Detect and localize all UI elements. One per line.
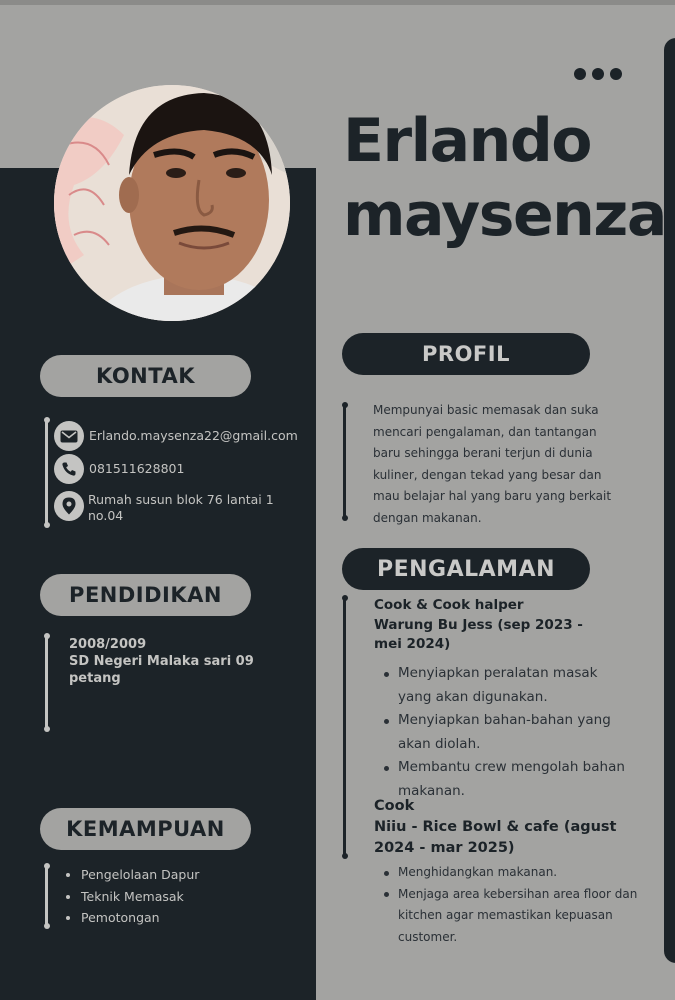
duty-line: Membantu crew mengolah bahan — [398, 759, 625, 775]
location-icon — [54, 491, 84, 521]
duty-line: makanan. — [398, 782, 465, 799]
job-title-line: Warung Bu Jess (sep 2023 - — [374, 616, 583, 633]
duty-line: yang akan digunakan. — [398, 688, 548, 705]
profile-line: kuliner, dengan tekad yang besar dan — [373, 467, 602, 482]
profile-line: mencari pengalaman, dan tantangan — [373, 424, 597, 439]
job-title-line: Niiu - Rice Bowl & cafe (agust — [374, 819, 617, 835]
profile-text — [373, 400, 633, 529]
pendidikan-heading: PENDIDIKAN — [40, 574, 251, 616]
skill-item: Pengelolaan Dapur — [66, 864, 199, 886]
address-line-1: Rumah susun blok 76 lantai 1 — [88, 492, 274, 507]
duty-line: Menyiapkan bahan-bahan yang — [398, 712, 611, 728]
address-line-2: no.04 — [88, 508, 124, 523]
profile-line: dengan makanan. — [373, 510, 482, 525]
education-school: SD Negeri Malaka sari 09 — [69, 654, 254, 669]
duty-line: Menjaga area kebersihan area floor dan — [398, 886, 638, 901]
kontak-heading: KONTAK — [40, 355, 251, 397]
pengalaman-heading: PENGALAMAN — [342, 548, 590, 590]
duty-line: kitchen agar memastikan kepuasan — [398, 908, 613, 922]
kemampuan-heading: KEMAMPUAN — [40, 808, 251, 850]
profile-line: Mempunyai basic memasak dan suka — [373, 403, 599, 417]
pengalaman-divider — [343, 598, 346, 856]
contact-address-row — [54, 491, 274, 524]
education-year: 2008/2009 — [69, 637, 147, 652]
last-name: maysenza — [343, 180, 666, 250]
duty-line: akan diolah. — [398, 735, 481, 752]
phone-icon — [54, 454, 84, 484]
skills-list — [66, 864, 199, 929]
job-duty — [384, 662, 625, 709]
duty-line: customer. — [398, 929, 458, 944]
pendidikan-divider — [45, 636, 48, 729]
first-name: Erlando — [343, 106, 592, 176]
kontak-divider — [45, 420, 48, 525]
top-strip — [0, 0, 675, 5]
skill-item: Teknik Memasak — [66, 886, 199, 908]
job-title-1 — [374, 596, 583, 655]
job-title-2 — [374, 796, 617, 859]
job-duty — [384, 884, 637, 949]
education-entry — [69, 636, 289, 687]
contact-email: Erlando.maysenza22@gmail.com — [89, 428, 298, 443]
job-duties-2 — [384, 862, 637, 948]
skill-item: Pemotongan — [66, 907, 199, 929]
duty-line: Menyiapkan peralatan masak — [398, 665, 598, 681]
contact-email-row — [54, 421, 298, 451]
contact-address — [88, 491, 274, 524]
profil-divider — [343, 405, 346, 518]
job-duty — [384, 709, 625, 756]
job-duty — [384, 862, 637, 884]
education-school-cont: petang — [69, 671, 121, 686]
job-title-line: 2024 - mar 2025) — [374, 840, 515, 856]
more-dots-icon — [574, 68, 622, 80]
job-title-line: Cook & Cook halper — [374, 597, 524, 613]
person-name — [343, 104, 666, 252]
job-title-line: mei 2024) — [374, 636, 451, 652]
job-title-line: Cook — [374, 798, 415, 814]
contact-phone-row — [54, 454, 184, 484]
email-icon — [54, 421, 84, 451]
profile-photo — [54, 85, 290, 321]
profile-line: mau belajar hal yang baru yang berkait — [373, 489, 612, 503]
profile-line: baru sehingga berani terjun di dunia — [373, 446, 593, 460]
duty-line: Menghidangkan makanan. — [398, 865, 558, 879]
job-duties-1 — [384, 662, 625, 803]
kemampuan-divider — [45, 866, 48, 926]
contact-phone: 081511628801 — [89, 461, 185, 476]
profil-heading: PROFIL — [342, 333, 590, 375]
